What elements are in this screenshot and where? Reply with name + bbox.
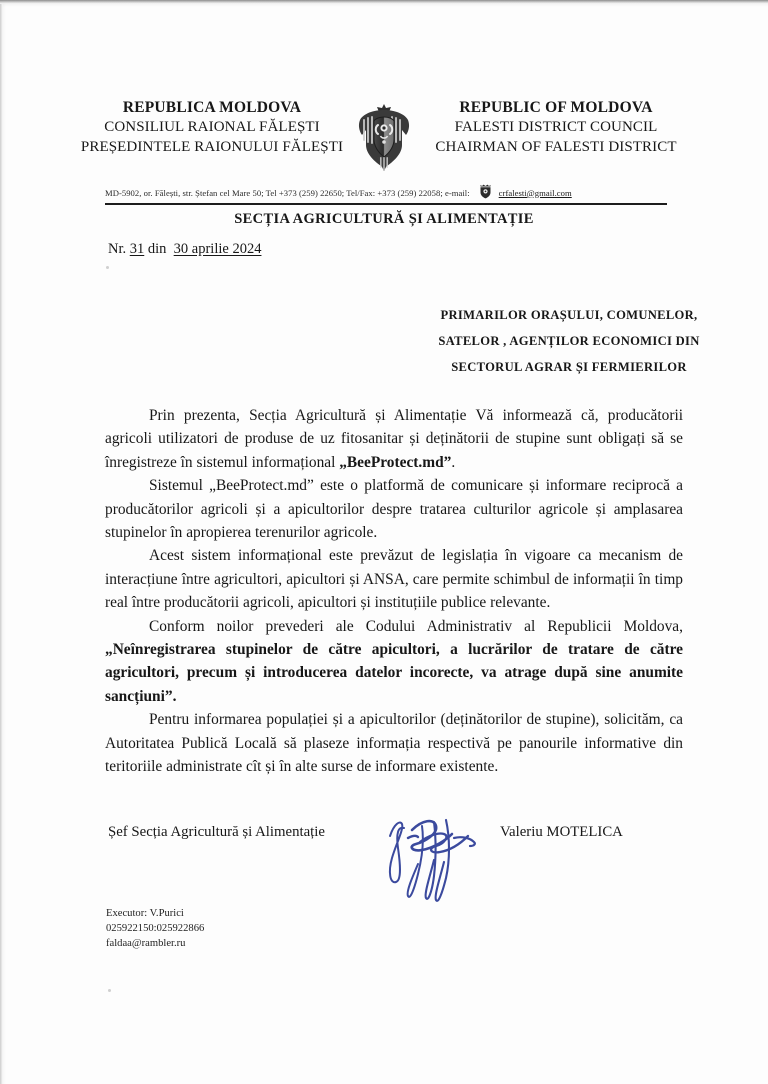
letterhead-left-line2: CONSILIUL RAIONAL FĂLEȘTI <box>104 119 320 136</box>
section-title: SECȚIA AGRICULTURĂ ȘI ALIMENTAȚIE <box>234 211 534 227</box>
falesti-crest-icon <box>479 184 492 201</box>
body-p4-text-a: Conform noilor prevederi ale Codului Administrativ al Republicii Moldova, <box>149 617 683 635</box>
reference-date: 30 aprilie 2024 <box>173 241 262 257</box>
body-paragraph-3: Acest sistem informațional este prevăzut de legislația în vigoare ca mecanism de interacțiune între agricultori, apicultori și ANSA, care permite schimbul de informații în timp real între producătorii agricoli, apicultori și instituțiile publice relevante. <box>105 547 683 612</box>
contact-email[interactable]: crfalesti@gmail.com <box>498 187 572 198</box>
executor-phones: 025922150:025922866 <box>106 923 205 935</box>
letterhead <box>0 98 768 174</box>
body-paragraph-5: Pentru informarea populației și a apicultorilor (deținătorilor de stupine), solicităm, ca Autoritatea Publică Locală să plaseze informația respectivă pe panourile informative din teritoriile administrate cît și în alte surse de informare existente. <box>105 711 683 776</box>
signatory-name: Valeriu MOTELICA <box>500 824 623 840</box>
body-p1-text-b: . <box>451 453 456 471</box>
letterhead-left-line3: PREȘEDINTELE RAIONULUI FĂLEȘTI <box>80 139 344 156</box>
reference-line <box>108 241 261 258</box>
scan-speck <box>108 989 111 992</box>
body-paragraph-2: Sistemul „BeeProtect.md” este o platformă de comunicare și informare reciprocă a producătorilor agricoli și a apicultorilor despre tratarea culturilor agricole și amplasarea stupinelor în apropierea terenurilor agricole. <box>105 477 683 542</box>
header-divider-rule <box>105 203 667 205</box>
letterhead-right <box>422 98 690 158</box>
reference-separator: din <box>147 241 167 257</box>
body-paragraph-1 <box>105 404 683 474</box>
scan-speck <box>106 266 109 269</box>
body-p4-bold: „Neînregistrarea stupinelor de către apicultori, a lucrărilor de tratare de către agricultori, precum și introducerea datelor incorecte, va atrage după sine anumite sancțiuni”. <box>105 641 683 705</box>
executor-block <box>106 906 204 951</box>
body-paragraph-4 <box>105 615 683 709</box>
body-p1-bold: „BeeProtect.md” <box>339 453 452 471</box>
handwritten-signature-icon <box>378 796 508 906</box>
letterhead-right-line3: CHAIRMAN OF FALESTI DISTRICT <box>435 139 677 156</box>
addressee-line1: PRIMARILOR ORAȘULUI, COMUNELOR, <box>440 308 698 322</box>
body-p1-text-a: Prin prezenta, Secția Agricultură și Alimentație Vă informează că, producătorii agricoli utilizatori de produse de uz fitosanitar și deținătorii de stupine sunt obligați să se înregistreze în sistemul informațional <box>105 407 683 471</box>
letterhead-left <box>78 98 346 158</box>
letter-body <box>105 404 683 779</box>
executor-name: Executor: V.Purici <box>106 908 184 919</box>
addressee-line3: SECTORUL AGRAR ȘI FERMIERILOR <box>451 359 687 374</box>
letterhead-left-line1: REPUBLICA MOLDOVA <box>122 99 302 116</box>
reference-number: 31 <box>129 241 145 257</box>
signatory-title: Șef Secția Agricultură și Alimentație <box>108 824 325 840</box>
executor-email[interactable]: faldaa@rambler.ru <box>106 938 186 950</box>
contact-line <box>105 184 667 201</box>
moldova-coat-of-arms-icon <box>346 98 422 174</box>
reference-prefix: Nr. <box>108 241 127 257</box>
letterhead-right-line2: FALESTI DISTRICT COUNCIL <box>454 119 658 136</box>
letterhead-right-line1: REPUBLIC OF MOLDOVA <box>459 99 653 116</box>
addressee-block <box>438 303 700 380</box>
addressee-line2: SATELOR , AGENȚILOR ECONOMICI DIN <box>438 333 700 348</box>
contact-text: MD-5902, or. Fălești, str. Ștefan cel Mare 50; Tel +373 (259) 22650; Tel/Fax: +373 (259) 22058; e-mail: <box>105 187 470 198</box>
